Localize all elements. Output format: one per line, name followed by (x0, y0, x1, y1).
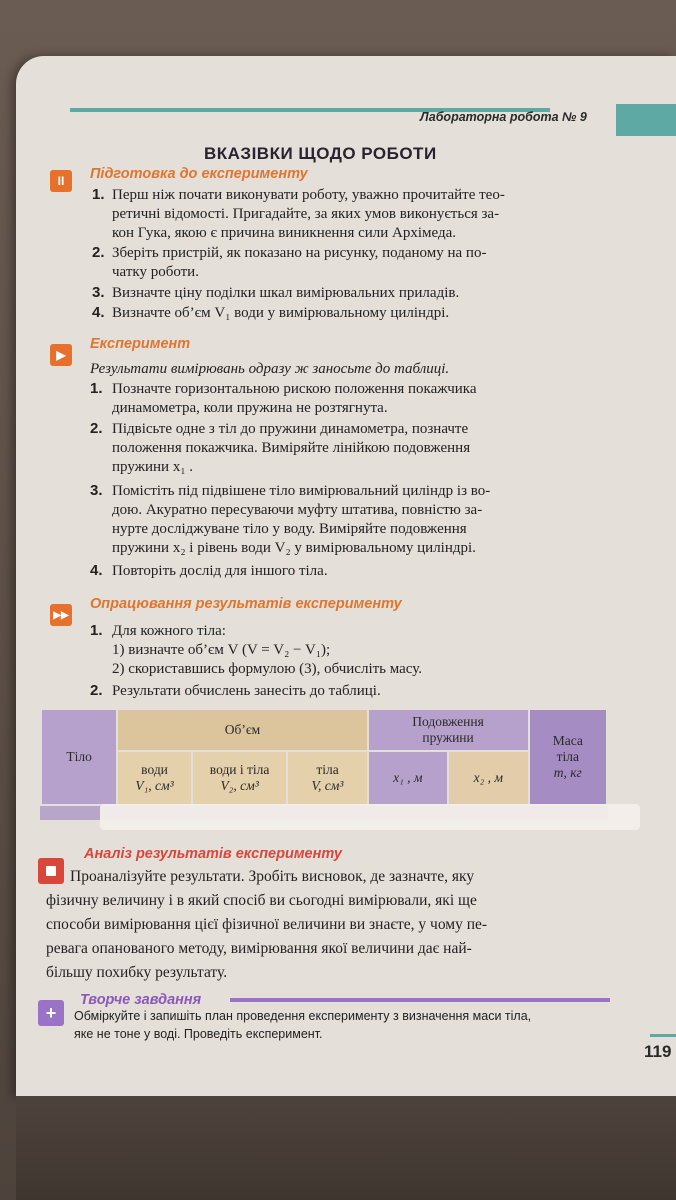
prep-item-num: 1. (92, 186, 105, 203)
th-water: води V₁, см³ (117, 751, 191, 805)
exp-item-num: 1. (90, 380, 103, 397)
page-title: ВКАЗІВКИ ЩОДО РОБОТИ (204, 144, 437, 163)
th-volume: Об’єм (117, 709, 367, 751)
analysis-line-4: ревага опанованого методу, вимірювання якої величини дає най- (46, 940, 472, 957)
play-icon: ▶ (50, 344, 72, 366)
prep-item-num: 3. (92, 284, 105, 301)
exp-item-2-line-1: Підвісьте одне з тіл до пружини динамометра, позначте (112, 421, 469, 437)
processing-heading: Опрацювання результатів експерименту (90, 596, 402, 612)
proc-sub-1: 1) визначте об’єм V (V = V₂ − V₁); (112, 642, 331, 658)
proc-item-num: 2. (90, 682, 103, 699)
exp-item-num: 4. (90, 562, 103, 579)
proc-item-num: 1. (90, 622, 103, 639)
stop-icon (38, 858, 64, 884)
prep-item-4-line-1: Визначте об’єм V₁ води у вимірювальному циліндрі. (112, 305, 450, 321)
analysis-line-3: способи вимірювання цієї фізичної величини ви знаєте, у чому пе- (46, 916, 488, 933)
creative-line-1: Обміркуйте і запишіть план проведення експерименту з визначення маси тіла, (74, 1009, 532, 1023)
prep-item-1-line-3: кон Гука, якою є причина виникнення сили Архімеда. (112, 225, 457, 241)
analysis-line-2: фізичну величину і в який спосіб ви сьогодні вимірювали, які ще (46, 892, 477, 909)
lab-title: Лабораторна робота № 9 (420, 110, 587, 124)
results-table (40, 708, 608, 806)
proc-sub-2: 2) скориставшись формулою (3), обчисліть масу. (112, 661, 423, 677)
analysis-heading: Аналіз результатів експерименту (84, 846, 342, 862)
exp-item-1-line-1: Позначте горизонтальною рискою положення покажчика (112, 381, 477, 397)
exp-item-2-line-3: пружини x₁ . (112, 459, 194, 475)
prep-item-3-line-1: Визначте ціну поділки шкал вимірювальних приладів. (112, 285, 460, 301)
th-extension: Подовження пружини (368, 709, 529, 751)
pause-icon: II (50, 170, 72, 192)
prep-heading: Підготовка до експерименту (90, 166, 308, 182)
proc-item-2-text: Результати обчислень занесіть до таблиці. (112, 683, 381, 699)
exp-item-3-line-4: пружини x₂ і рівень води V₂ у вимірювальному циліндрі. (112, 540, 476, 556)
th-x2: x₂ , м (448, 751, 529, 805)
page-number: 119 (644, 1042, 672, 1061)
desk-shadow (16, 1096, 676, 1200)
analysis-line-5: більшу похибку результату. (46, 964, 228, 981)
prep-item-2-line-2: чатку роботи. (112, 264, 199, 280)
exp-item-num: 3. (90, 482, 103, 499)
exp-item-4-line-1: Повторіть дослід для іншого тіла. (112, 563, 328, 579)
page-tab-marker (616, 104, 676, 136)
creative-rule (230, 998, 610, 1002)
creative-heading: Творче завдання (80, 992, 202, 1008)
th-body: Тіло (41, 709, 117, 805)
prep-item-2-line-1: Зберіть пристрій, як показано на рисунку, поданому на по- (112, 245, 487, 261)
creative-line-2: яке не тоне у воді. Проведіть експеримент. (74, 1027, 323, 1041)
page-number-rule (650, 1034, 676, 1037)
exp-item-3-line-3: нурте досліджуване тіло у воду. Виміряйте подовження (112, 521, 467, 537)
experiment-subtitle: Результати вимірювань одразу ж заносьте до таблиці. (90, 361, 450, 377)
exp-item-2-line-2: положення покажчика. Виміряйте лінійкою подовження (112, 440, 471, 456)
paper-smudge (100, 804, 640, 830)
prep-item-1-line-2: ретичні відомості. Пригадайте, за яких умов виконується за- (112, 206, 500, 222)
proc-item-1-text: Для кожного тіла: (112, 623, 226, 639)
th-mass: Маса тіла m, кг (529, 709, 607, 805)
experiment-heading: Експеримент (90, 336, 191, 352)
prep-item-num: 4. (92, 304, 105, 321)
plus-icon: + (38, 1000, 64, 1026)
exp-item-3-line-1: Помістіть під підвішене тіло вимірювальний циліндр із во- (112, 483, 491, 499)
exp-item-3-line-2: дою. Акуратно пересуваючи муфту штатива, повністю за- (112, 502, 483, 518)
th-body-volume: тіла V, см³ (287, 751, 367, 805)
exp-item-num: 2. (90, 420, 103, 437)
fast-forward-icon: ▶▶ (50, 604, 72, 626)
prep-item-num: 2. (92, 244, 105, 261)
exp-item-1-line-2: динамометра, коли пружина не розтягнута. (112, 400, 388, 416)
th-water-body: води і тіла V₂, см³ (192, 751, 288, 805)
prep-item-1-line-1: Перш ніж почати виконувати роботу, уважно прочитайте тео- (112, 187, 505, 203)
th-x1: x₁ , м (368, 751, 449, 805)
analysis-line-1: Проаналізуйте результати. Зробіть висновок, де зазначте, яку (70, 868, 475, 885)
